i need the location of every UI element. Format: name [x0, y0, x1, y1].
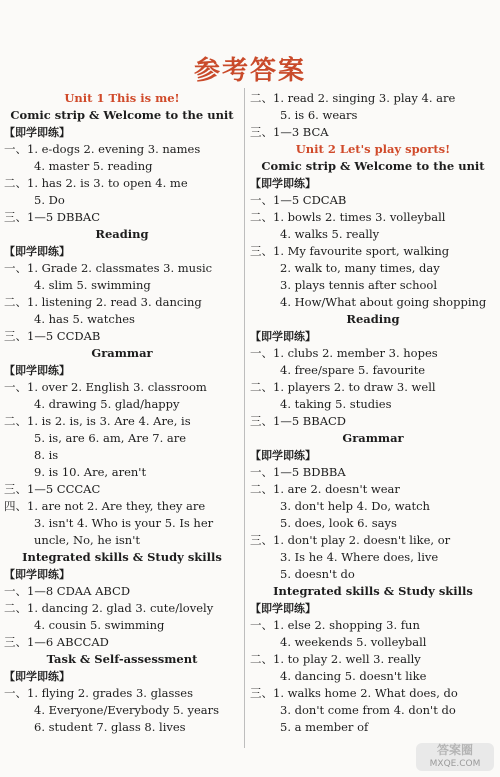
- answer-line: 二、1. players 2. to draw 3. well: [250, 380, 436, 394]
- answer-line: 4. Everyone/Everybody 5. years: [34, 703, 220, 717]
- answer-line: 4. free/spare 5. favourite: [280, 363, 426, 377]
- section-heading: Integrated skills & Study skills: [273, 584, 473, 598]
- answer-line: 3. don't come from 4. don't do: [280, 703, 456, 717]
- answer-line: 5. is, are 6. am, Are 7. are: [34, 431, 187, 445]
- section-heading: Task & Self-assessment: [46, 652, 198, 666]
- practice-tag: 【即学即练】: [250, 177, 316, 190]
- section-heading: Grammar: [342, 431, 404, 445]
- answer-line: 4. slim 5. swimming: [34, 278, 151, 292]
- answer-line: 二、1. to play 2. well 3. really: [250, 652, 421, 666]
- answer-line: 三、1—3 BCA: [250, 125, 329, 139]
- practice-tag: 【即学即练】: [4, 126, 70, 139]
- answer-line: 4. master 5. reading: [34, 159, 153, 173]
- practice-tag: 【即学即练】: [250, 449, 316, 462]
- answer-line: 4. weekends 5. volleyball: [280, 635, 427, 649]
- answer-line: 5. a member of: [280, 720, 369, 734]
- page-title: 参考答案: [193, 56, 306, 86]
- answer-line: 4. taking 5. studies: [280, 397, 392, 411]
- answer-line: 三、1. walks home 2. What does, do: [250, 686, 458, 700]
- answer-line: 二、1. has 2. is 3. to open 4. me: [4, 176, 188, 190]
- answer-line: 四、1. are not 2. Are they, they are: [4, 499, 206, 513]
- answer-line: 三、1—5 DBBAC: [4, 210, 101, 224]
- answer-line: 4. cousin 5. swimming: [34, 618, 165, 632]
- answer-line: 2. walk to, many times, day: [280, 261, 440, 275]
- answer-line: 5. does, look 6. says: [280, 516, 397, 530]
- answer-line: 二、1. is 2. is, is 3. Are 4. Are, is: [4, 414, 191, 428]
- answer-line: 一、1. else 2. shopping 3. fun: [250, 618, 420, 632]
- answer-line: 一、1. e-dogs 2. evening 3. names: [4, 142, 201, 156]
- right-column: [250, 90, 496, 736]
- site-watermark: [416, 743, 494, 771]
- practice-tag: 【即学即练】: [4, 245, 70, 258]
- section-heading: Comic strip & Welcome to the unit: [10, 108, 234, 122]
- section-heading: Reading: [95, 227, 149, 241]
- unit-heading: Unit 2 Let's play sports!: [295, 142, 451, 156]
- answer-line: 三、1. don't play 2. doesn't like, or: [250, 533, 451, 547]
- answer-line: 三、1. My favourite sport, walking: [250, 244, 450, 258]
- answer-line: 二、1. listening 2. read 3. dancing: [4, 295, 202, 309]
- answer-line: 三、1—5 CCDAB: [4, 329, 101, 343]
- answer-line: 一、1—5 BDBBA: [250, 465, 346, 479]
- section-heading: Grammar: [91, 346, 153, 360]
- section-heading: Integrated skills & Study skills: [22, 550, 222, 564]
- answer-line: 5. Do: [34, 193, 65, 207]
- answer-line: 3. plays tennis after school: [280, 278, 438, 292]
- answer-line: 二、1. read 2. singing 3. play 4. are: [250, 91, 456, 105]
- answer-line: uncle, No, he isn't: [34, 533, 140, 547]
- answer-line: 6. student 7. glass 8. lives: [34, 720, 186, 734]
- practice-tag: 【即学即练】: [4, 364, 70, 377]
- practice-tag: 【即学即练】: [4, 670, 70, 683]
- answer-line: 二、1. are 2. doesn't wear: [250, 482, 400, 496]
- watermark-line-1: 答案圈: [436, 743, 473, 757]
- answer-line: 4. drawing 5. glad/happy: [34, 397, 180, 411]
- answer-line: 4. How/What about going shopping: [280, 295, 487, 309]
- section-heading: Reading: [346, 312, 400, 326]
- answer-line: 三、1—5 CCCAC: [4, 482, 101, 496]
- answer-line: 一、1. clubs 2. member 3. hopes: [250, 346, 438, 360]
- practice-tag: 【即学即练】: [4, 568, 70, 581]
- answer-line: 8. is: [34, 448, 59, 462]
- section-heading: Comic strip & Welcome to the unit: [261, 159, 485, 173]
- answer-line: 一、1—5 CDCAB: [250, 193, 347, 207]
- answer-line: 二、1. dancing 2. glad 3. cute/lovely: [4, 601, 214, 615]
- answer-line: 5. doesn't do: [280, 567, 355, 581]
- practice-tag: 【即学即练】: [250, 330, 316, 343]
- answer-line: 一、1. Grade 2. classmates 3. music: [4, 261, 213, 275]
- answer-line: 一、1—8 CDAA ABCD: [4, 584, 131, 598]
- answer-line: 4. walks 5. really: [280, 227, 380, 241]
- answer-line: 三、1—6 ABCCAD: [4, 635, 109, 649]
- column-divider: [244, 88, 245, 748]
- answer-line: 5. is 6. wears: [280, 108, 358, 122]
- answer-line: 二、1. bowls 2. times 3. volleyball: [250, 210, 446, 224]
- answer-line: 9. is 10. Are, aren't: [34, 465, 147, 479]
- answer-line: 3. Is he 4. Where does, live: [280, 550, 439, 564]
- answer-line: 一、1. flying 2. grades 3. glasses: [4, 686, 193, 700]
- watermark-line-2: MXQE.COM: [429, 759, 481, 769]
- answer-line: 一、1. over 2. English 3. classroom: [4, 380, 207, 394]
- left-column: [4, 90, 240, 736]
- practice-tag: 【即学即练】: [250, 602, 316, 615]
- answer-line: 3. isn't 4. Who is your 5. Is her: [34, 516, 214, 530]
- answer-line: 3. don't help 4. Do, watch: [280, 499, 430, 513]
- unit-heading: Unit 1 This is me!: [64, 91, 180, 105]
- answer-line: 4. dancing 5. doesn't like: [280, 669, 427, 683]
- answer-line: 三、1—5 BBACD: [250, 414, 347, 428]
- answer-line: 4. has 5. watches: [34, 312, 135, 326]
